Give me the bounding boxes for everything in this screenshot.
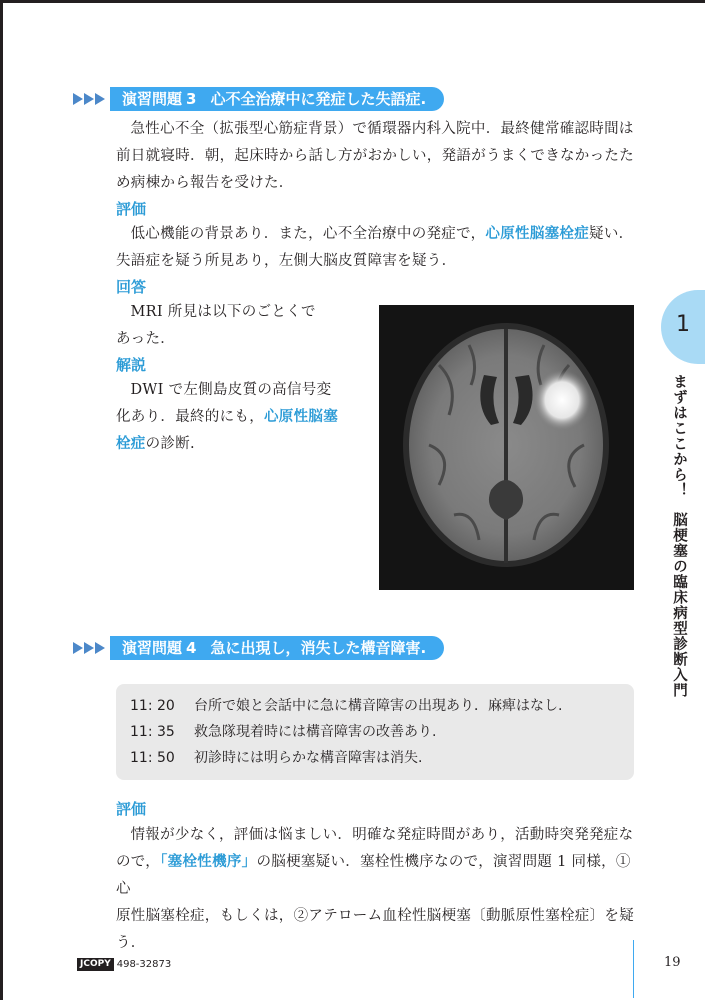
timeline-time: 11: 35 bbox=[130, 724, 175, 740]
exercise3-assessment-heading: 評価 bbox=[116, 200, 147, 218]
exercise3-assessment-text bbox=[116, 221, 638, 275]
brain-mri-illustration bbox=[379, 305, 634, 590]
explanation-line: 栓症の診断. bbox=[116, 436, 195, 452]
footer-divider bbox=[633, 940, 634, 998]
timeline-row bbox=[130, 720, 436, 744]
explanation-line: DWI で左側島皮質の高信号変 bbox=[130, 382, 332, 398]
chapter-side-title bbox=[669, 374, 689, 698]
assessment-line: 原性脳塞栓症，もしくは，②アテローム血栓性脳梗塞〔動脈原性塞栓症〕を疑 bbox=[116, 908, 634, 924]
case-line: め病棟から報告を受けた． bbox=[116, 175, 294, 191]
exercise3-label: 演習問題 bbox=[122, 90, 183, 108]
triple-arrow-icon bbox=[73, 642, 106, 654]
page-number: 19 bbox=[664, 955, 681, 970]
answer-line: あった． bbox=[116, 331, 176, 347]
exercise3-answer-heading: 回答 bbox=[116, 278, 147, 296]
assessment-line: 情報が少なく，評価は悩ましい．明確な発症時間があり，活動時突発発症な bbox=[130, 827, 634, 843]
exercise3-banner bbox=[73, 87, 444, 111]
triple-arrow-icon bbox=[73, 93, 106, 105]
highlight-term: 栓症 bbox=[116, 436, 146, 452]
exercise4-assessment-heading: 評価 bbox=[116, 800, 147, 818]
highlight-term: 心原性脳塞栓症 bbox=[485, 226, 590, 242]
exercise4-banner bbox=[73, 636, 444, 660]
assessment-line: ので，「塞栓性機序」の脳梗塞疑い．塞栓性機序なので，演習問題 1 同様，①心 bbox=[116, 854, 631, 897]
explanation-line: 化あり．最終的にも，心原性脳塞 bbox=[116, 409, 338, 425]
assessment-line: う． bbox=[116, 935, 146, 951]
case-line: 急性心不全（拡張型心筋症背景）で循環器内科入院中．最終健常確認時間は bbox=[130, 121, 634, 137]
jcopy-badge: JCOPY bbox=[77, 958, 114, 971]
exercise3-number: 3 bbox=[186, 90, 197, 108]
timeline-row bbox=[130, 694, 562, 718]
exercise3-explanation-heading: 解説 bbox=[116, 356, 147, 374]
answer-line: MRI 所見は以下のごとくで bbox=[130, 304, 316, 320]
chapter-title-part1: まずはここから！ bbox=[671, 374, 687, 498]
chapter-title-part2: 脳梗塞の臨床病型診断入門 bbox=[671, 512, 687, 698]
exercise4-number: 4 bbox=[186, 639, 197, 657]
exercise4-assessment-text bbox=[116, 822, 638, 957]
assessment-line: 低心機能の背景あり．また，心不全治療中の発症で，心原性脳塞栓症疑い． bbox=[130, 226, 634, 242]
assessment-line: 失語症を疑う所見あり，左側大脳皮質障害を疑う． bbox=[116, 253, 457, 269]
timeline-row bbox=[130, 746, 422, 770]
exercise4-label: 演習問題 bbox=[122, 639, 183, 657]
case-timeline-box bbox=[116, 684, 634, 780]
timeline-time: 11: 50 bbox=[130, 750, 175, 766]
exercise3-title bbox=[110, 87, 444, 111]
page-frame-left bbox=[0, 0, 3, 1000]
page-frame-top bbox=[0, 0, 705, 3]
chapter-number: 1 bbox=[676, 312, 690, 337]
exercise4-title-text: 急に出現し，消失した構音障害. bbox=[210, 639, 427, 657]
case-line: 前日就寝時．朝，起床時から話し方がおかしい，発語がうまくできなかったた bbox=[116, 148, 634, 164]
highlight-term: 心原性脳塞 bbox=[264, 409, 338, 425]
copyright-code bbox=[77, 958, 171, 971]
timeline-time: 11: 20 bbox=[130, 698, 175, 714]
exercise3-case-text bbox=[116, 116, 638, 197]
exercise3-answer-text bbox=[116, 299, 356, 353]
exercise4-title bbox=[110, 636, 444, 660]
timeline-text: 救急隊現着時には構音障害の改善あり. bbox=[194, 724, 437, 740]
book-code: 498-32873 bbox=[116, 959, 172, 970]
timeline-text: 台所で娘と会話中に急に構音障害の出現あり．麻痺はなし. bbox=[194, 698, 563, 714]
timeline-text: 初診時には明らかな構音障害は消失. bbox=[194, 750, 423, 766]
highlight-term: 「塞栓性機序」 bbox=[160, 854, 257, 870]
mri-dwi-image bbox=[379, 305, 634, 590]
exercise3-title-text: 心不全治療中に発症した失語症. bbox=[210, 90, 427, 108]
exercise3-explanation-text bbox=[116, 377, 356, 458]
